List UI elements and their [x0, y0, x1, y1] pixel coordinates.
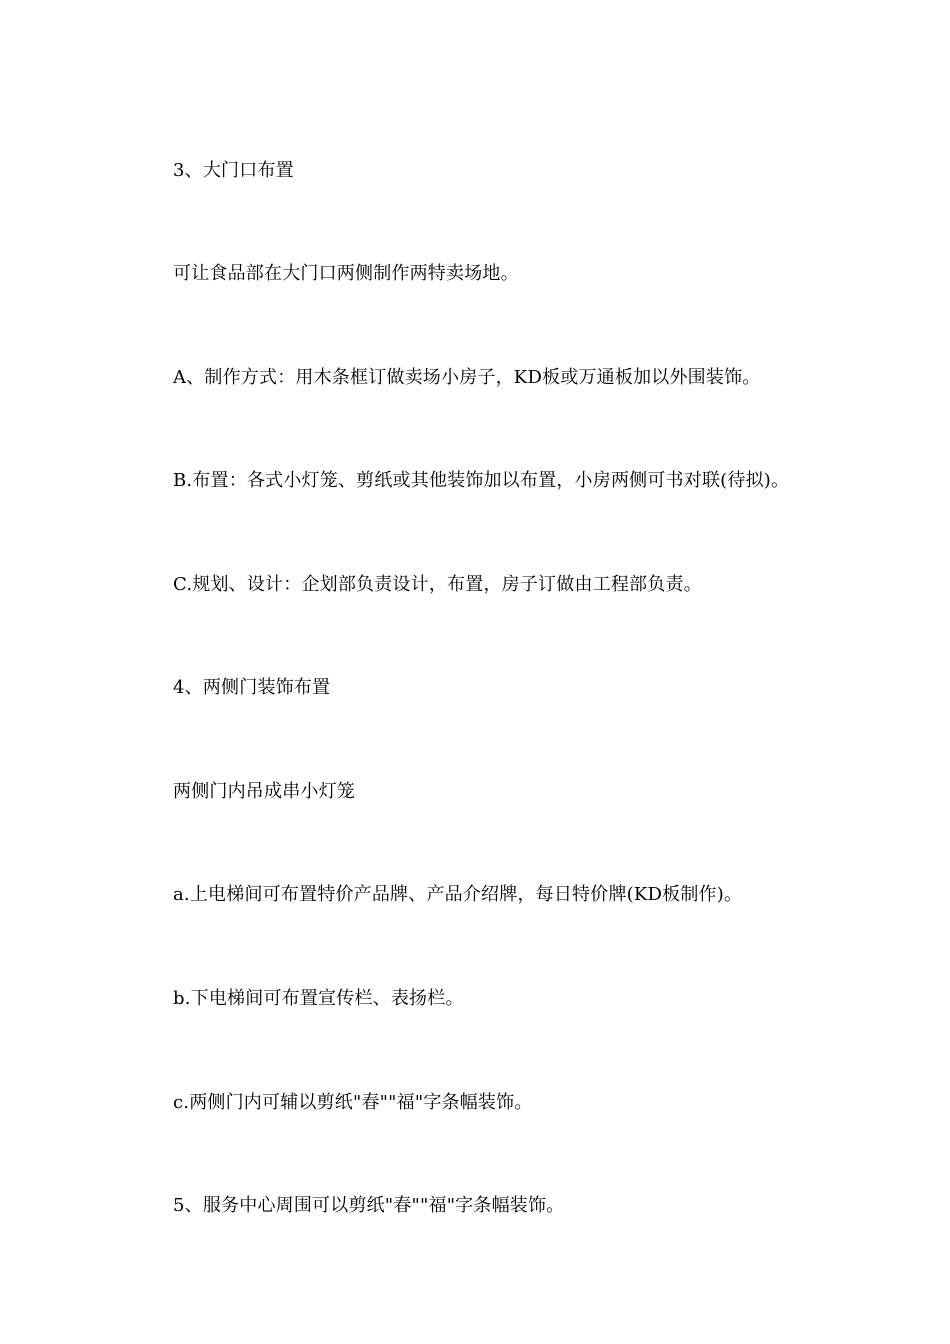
section-heading-4: 4、两侧门装饰布置 [173, 677, 331, 698]
paragraph: 两侧门内吊成串小灯笼 [173, 781, 355, 802]
list-item-c: C.规划、设计：企划部负责设计，布置，房子订做由工程部负责。 [173, 574, 702, 595]
paragraph: 可让食品部在大门口两侧制作两特卖场地。 [173, 263, 519, 284]
list-item-b-lower: b.下电梯间可布置宣传栏、表扬栏。 [173, 988, 464, 1009]
list-item-a-lower: a.上电梯间可布置特价产品牌、产品介绍牌，每日特价牌(KD板制作)。 [173, 884, 743, 905]
list-item-a: A、制作方式：用木条框订做卖场小房子，KD板或万通板加以外围装饰。 [173, 367, 761, 388]
list-item-c-lower: c.两侧门内可辅以剪纸"春""福"字条幅装饰。 [173, 1092, 533, 1113]
section-heading-3: 3、大门口布置 [173, 160, 294, 181]
section-heading-5: 5、服务中心周围可以剪纸"春""福"字条幅装饰。 [173, 1195, 565, 1216]
list-item-b: B.布置：各式小灯笼、剪纸或其他装饰加以布置，小房两侧可书对联(待拟)。 [173, 470, 790, 491]
